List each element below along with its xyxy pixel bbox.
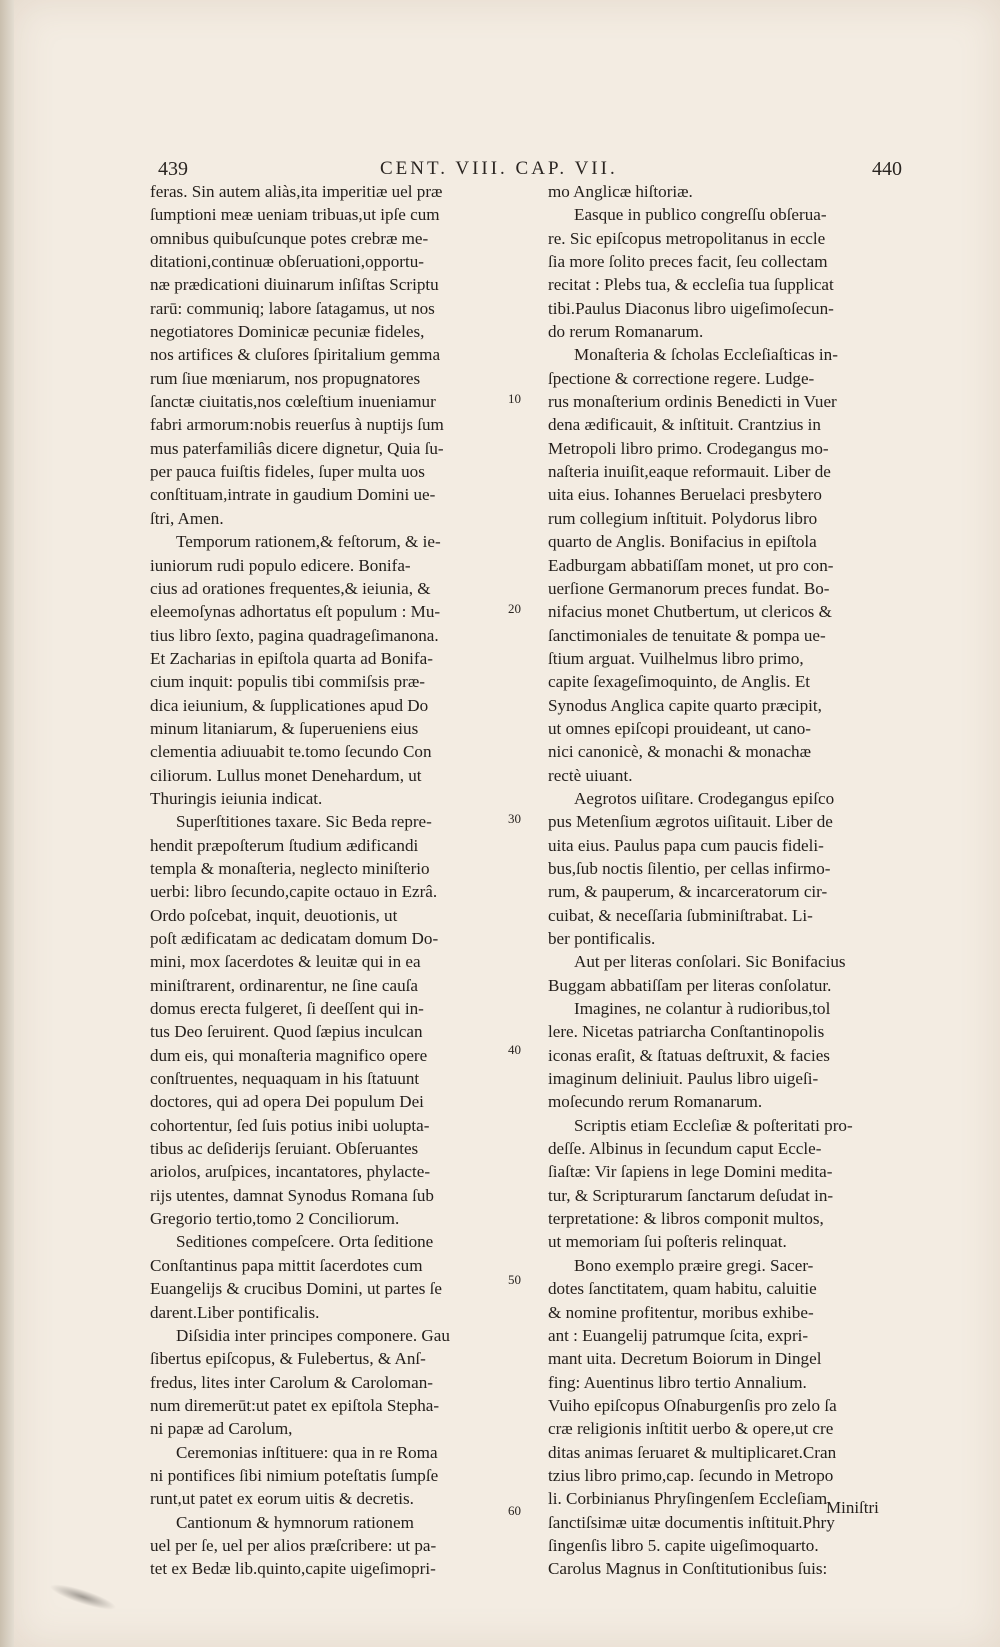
running-head: CENT. VIII. CAP. VII. [380, 158, 618, 179]
left-column-line: dica ieiunium, & ſupplicationes apud Do [150, 695, 429, 715]
left-column-line: ſtri, Amen. [150, 508, 224, 528]
right-column-line: cræ religionis inſtitit uerbo & opere,ut cre [548, 1419, 834, 1439]
right-column-line: Metropoli libro primo. Crodegangus mo- [548, 438, 829, 458]
right-column-line: ber pontificalis. [548, 929, 656, 948]
left-column-line: runt,ut patet ex eorum uitis & decretis. [150, 1489, 414, 1509]
left-column-line: templa & monaſteria, neglecto miniſterio [150, 858, 430, 878]
left-column-line: Seditiones compeſcere. Orta ſeditione [176, 1232, 434, 1252]
right-column-line: Aegrotos uiſitare. Crodegangus epiſco [574, 788, 835, 808]
right-column-line: Vuiho epiſcopus Oſnaburgenſis pro zelo ſa [548, 1395, 837, 1415]
left-column-line: mus paterfamiliâs dicere dignetur, Quia ſu- [150, 438, 444, 458]
left-column-line: eleemoſynas adhortatus eſt populum : Mu- [150, 602, 441, 622]
left-column-line: miniſtrarent, ordinarentur, ne ſine cauſa [150, 975, 418, 995]
page-number-left: 439 [158, 158, 188, 180]
left-column-line: rum ſiue mœniarum, nos propugnatores [150, 368, 421, 388]
right-column-line: Eadburgam abbatiſſam monet, ut pro con- [548, 555, 834, 575]
right-column-line: ſtium arguat. Vuilhelmus libro primo, [548, 648, 804, 668]
left-column-line: dum eis, qui monaſteria magnifico opere [150, 1045, 428, 1065]
right-column-line: lere. Nicetas patriarcha Conſtantinopolis [548, 1022, 825, 1042]
left-column-line: tius libro ſexto, pagina quadrageſimanona. [150, 625, 439, 645]
right-column-line: Synodus Anglica capite quarto præcipit, [548, 695, 822, 715]
right-column-line: terpretatione: & libros componit multos, [548, 1209, 824, 1229]
right-column-line: mo Anglicæ hiſtoriæ. [548, 182, 693, 201]
left-column-line: clementia adiuuabit te.tomo ſecundo Con [150, 742, 432, 762]
right-column-line: rum collegium inſtituit. Polydorus libro [548, 508, 818, 528]
right-column-line: & nomine profitentur, moribus exhibe- [548, 1302, 814, 1322]
right-column-line: uerſione Germanorum preces fundat. Bo- [548, 578, 830, 598]
right-column-line: ant : Euangelij patrumque ſcita, expri- [548, 1325, 809, 1345]
left-column-line: mini, mox ſacerdotes & leuitæ qui in ea [150, 952, 421, 972]
left-column-line: ciliorum. Lullus monet Denehardum, ut [150, 765, 422, 785]
right-column-line: rum, & pauperum, & incarceratorum cir- [548, 882, 828, 902]
right-column-line: fing: Auentinus libro tertio Annalium. [548, 1372, 807, 1392]
right-column-line: rectè uiuant. [548, 765, 633, 785]
left-column-line: Ordo poſcebat, inquit, deuotionis, ut [150, 905, 398, 925]
left-column-line: Euangelijs & crucibus Domini, ut partes ſe [150, 1279, 442, 1299]
right-column-line: Monaſteria & ſcholas Eccleſiaſticas in- [574, 345, 838, 365]
left-column-line: conſtituam,intrate in gaudium Domini ue- [150, 485, 436, 505]
left-column-line: ariolos, aruſpices, incantatores, phylacte- [150, 1162, 431, 1182]
right-column-line: uita eius. Iohannes Beruelaci presbytero [548, 485, 822, 505]
catchword: Miniſtri [826, 1498, 879, 1517]
left-column-line: uel per ſe, uel per alios præſcribere: ut pa- [150, 1535, 437, 1555]
right-column-line: uita eius. Paulus papa cum paucis fideli- [548, 835, 824, 855]
left-column-line: minum litaniarum, & ſuperueniens eius [150, 718, 419, 738]
right-column-line: cuibat, & neceſſaria ſubminiſtrabat. Li- [548, 905, 813, 925]
left-column-line: Gregorio tertio,tomo 2 Conciliorum. [150, 1209, 400, 1229]
right-column-line: pus Metenſium ægrotos uiſitauit. Liber de [548, 812, 833, 832]
left-column-line: ſanctæ ciuitatis,nos cœleſtium inueniamur [150, 392, 436, 412]
line-number-40: 40 [508, 1042, 521, 1057]
right-column-line: Aut per literas conſolari. Sic Bonifacius [574, 952, 846, 972]
right-column-line: dotes ſanctitatem, quam habitu, caluitie [548, 1279, 817, 1299]
left-column-line: Diſsidia inter principes componere. Gau [176, 1325, 450, 1345]
line-number-50: 50 [508, 1272, 521, 1287]
left-column [150, 180, 508, 1581]
right-column-line: Scriptis etiam Eccleſiæ & poſteritati pro- [574, 1115, 853, 1135]
left-column-line: omnibus quibuſcunque potes crebræ me- [150, 228, 429, 248]
left-column-line: poſt ædificatam ac dedicatam domum Do- [150, 929, 439, 948]
line-number-60: 60 [508, 1503, 521, 1518]
left-column-line: negotiatores Dominicæ pecuniæ fideles, [150, 322, 425, 342]
left-column-line: feras. Sin autem aliàs,ita imperitiæ uel præ [150, 182, 443, 201]
right-column-line: nifacius monet Chutbertum, ut clericos & [548, 602, 832, 622]
left-column-line: ſibertus epiſcopus, & Fulebertus, & Anſ- [150, 1349, 426, 1369]
left-column-line: cohortentur, ſed ſuis potius inibi uolupta- [150, 1115, 430, 1135]
right-column-line: rus monaſterium ordinis Benedicti in Vuer [548, 392, 837, 412]
left-column-line: fredus, lites inter Carolum & Caroloman- [150, 1372, 433, 1392]
right-column-line: quarto de Anglis. Bonifacius in epiſtola [548, 532, 817, 552]
right-column-line: tibi.Paulus Diaconus libro uigeſimoſecun- [548, 298, 834, 318]
left-column-line: Et Zacharias in epiſtola quarta ad Bonifa- [150, 648, 433, 668]
left-column-line: tet ex Bedæ lib.quinto,capite uigeſimopri- [150, 1559, 436, 1579]
right-column-line: mant uita. Decretum Boiorum in Dingel [548, 1349, 822, 1369]
left-column-line: Ceremonias inſtituere: qua in re Roma [176, 1442, 438, 1462]
right-column-line: moſecundo rerum Romanarum. [548, 1092, 763, 1112]
left-column-line: rijs utentes, damnat Synodus Romana ſub [150, 1185, 434, 1205]
left-column-line: cius ad orationes frequentes,& ieiunia, & [150, 578, 431, 598]
line-number-30: 30 [508, 811, 521, 826]
left-column-line: ſumptioni meæ ueniam tribuas,ut ipſe cum [150, 205, 440, 225]
left-column-line: rarū: communiq; labore ſatagamus, ut nos [150, 298, 435, 318]
right-column-line: iconas eraſit, & ſtatuas deſtruxit, & facies [548, 1045, 830, 1065]
left-column-line: conſtruentes, nequaquam in his ſtatuunt [150, 1069, 420, 1089]
right-column-line: recitat : Plebs tua, & eccleſia tua ſupplicat [548, 275, 834, 295]
right-column-line: ſpectione & correctione regere. Ludge- [548, 368, 815, 388]
right-column-line: ſanctimoniales de tenuitate & pompa ue- [548, 625, 826, 645]
left-column-line: Thuringis ieiunia indicat. [150, 788, 323, 808]
left-column-line: uerbi: libro ſecundo,capite octauo in Ezrâ. [150, 882, 438, 902]
right-column-line: ditas animas ſeruaret & multiplicaret.Cran [548, 1442, 837, 1462]
right-column-line: ut omnes epiſcopi prouideant, ut cano- [548, 718, 811, 738]
right-column-line: do rerum Romanarum. [548, 322, 704, 342]
left-column-line: num diremerūt:ut patet ex epiſtola Stepha- [150, 1395, 440, 1415]
right-column-line: ſanctiſsimæ uitæ documentis inſtituit.Phry [548, 1512, 835, 1532]
left-column-line: tibus ac deſiderijs ſeruiant. Obſeruantes [150, 1139, 419, 1159]
right-column-line: ſingenſis libro 5. capite uigeſimoquarto. [548, 1535, 819, 1555]
right-column-line: tzius libro primo,cap. ſecundo in Metropo [548, 1465, 834, 1485]
left-column-line: ni pontifices ſibi nimium poteſtatis ſumpſe [150, 1465, 439, 1485]
right-column-line: Imagines, ne colantur à rudioribus,tol [574, 999, 831, 1019]
left-column-line: darent.Liber pontificalis. [150, 1302, 320, 1322]
page-number-right: 440 [872, 158, 902, 180]
right-column-line: Easque in publico congreſſu obſerua- [574, 205, 827, 225]
left-column-line: domus erecta fulgeret, ſi deeſſent qui in- [150, 999, 424, 1019]
left-column-line: ditationi,continuæ obſeruationi,opportu- [150, 252, 424, 272]
right-column-line: bus,ſub noctis ſilentio, per cellas infirmo- [548, 858, 831, 878]
right-column-line: Buggam abbatiſſam per literas conſolatur. [548, 975, 832, 995]
right-column-line: capite ſexageſimoquinto, de Anglis. Et [548, 672, 811, 692]
left-column-line: Superſtitiones taxare. Sic Beda repre- [176, 812, 432, 832]
left-column-line: hendit præpoſterum ſtudium ædificandi [150, 835, 419, 855]
right-column-line: Carolus Magnus in Conſtitutionibus ſuis: [548, 1559, 828, 1579]
right-column-line: Bono exemplo præire gregi. Sacer- [574, 1255, 814, 1275]
left-column-line: doctores, qui ad opera Dei populum Dei [150, 1092, 424, 1112]
left-column-line: cium inquit: populis tibi commiſsis præ- [150, 672, 425, 692]
right-column [548, 180, 906, 1581]
right-column-line: ut memoriam ſui poſteris relinquat. [548, 1232, 787, 1252]
left-column-line: Temporum rationem,& feſtorum, & ie- [176, 532, 441, 552]
right-column-line: naſteria inuiſit,eaque reformauit. Liber de [548, 462, 831, 482]
right-column-line: re. Sic epiſcopus metropolitanus in eccle [548, 228, 826, 248]
right-column-line: tur, & Scripturarum ſanctarum deſudat in- [548, 1185, 834, 1205]
right-column-line: deſſe. Albinus in ſecundum caput Eccle- [548, 1139, 822, 1159]
right-column-line: ſia more ſolito preces facit, ſeu collectam [548, 252, 828, 272]
left-column-line: ni papæ ad Carolum, [150, 1419, 293, 1439]
right-column-line: dena ædificauit, & inſtituit. Crantzius in [548, 415, 821, 435]
left-column-line: Cantionum & hymnorum rationem [176, 1512, 414, 1532]
line-number-10: 10 [508, 391, 521, 406]
left-column-line: Conſtantinus papa mittit ſacerdotes cum [150, 1255, 423, 1275]
right-column-line: imaginum deliniuit. Paulus libro uigeſi- [548, 1069, 819, 1089]
right-column-line: nici canonicè, & monachi & monachæ [548, 742, 811, 762]
line-number-20: 20 [508, 601, 521, 616]
left-column-line: per pauca fuiſtis fideles, ſuper multa uos [150, 462, 425, 482]
right-column-line: li. Corbinianus Phryſingenſem Eccleſiam [548, 1489, 828, 1509]
right-column-line: ſiaſtæ: Vir ſapiens in lege Domini medita- [548, 1162, 833, 1182]
left-column-line: tus Deo ſeruirent. Quod ſæpius inculcan [150, 1022, 423, 1042]
left-column-line: næ prædicationi diuinarum inſiſtas Scriptu [150, 275, 439, 295]
left-column-line: fabri armorum:nobis reuerſus à nuptijs ſum [150, 415, 444, 435]
left-column-line: nos artifices & cluſores ſpiritalium gemma [150, 345, 441, 365]
left-column-line: iuniorum rudi populo edicere. Bonifa- [150, 555, 411, 575]
